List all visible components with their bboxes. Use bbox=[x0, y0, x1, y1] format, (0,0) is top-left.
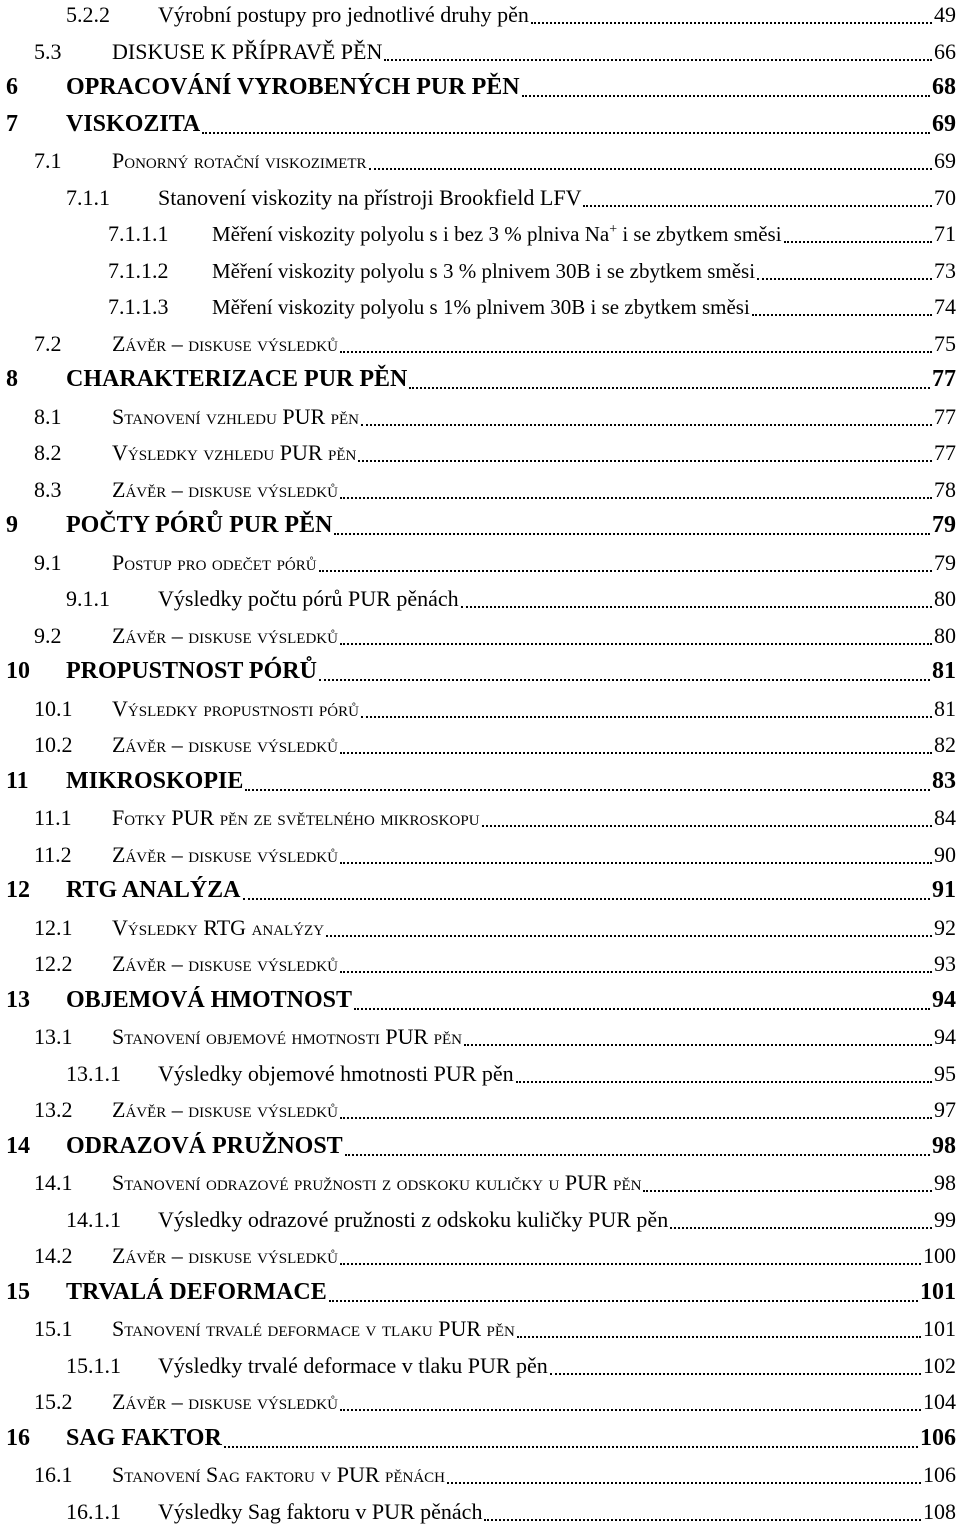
toc-entry[interactable] bbox=[0, 398, 958, 434]
toc-entry-page: 98 bbox=[934, 1170, 956, 1195]
toc-entry-number: 14.1.1 bbox=[66, 1206, 121, 1232]
toc-dot-leader bbox=[522, 95, 930, 97]
toc-entry[interactable] bbox=[0, 544, 958, 580]
toc-entry[interactable] bbox=[0, 1456, 958, 1492]
toc-entry[interactable] bbox=[0, 1201, 958, 1237]
toc-entry-page: 80 bbox=[934, 622, 956, 648]
toc-entry-number: 15.2 bbox=[34, 1389, 73, 1414]
toc-entry-number: 9.1 bbox=[34, 549, 62, 575]
toc-entry-number: 14.1 bbox=[34, 1170, 73, 1195]
toc-entry-number: 8.3 bbox=[34, 476, 62, 502]
toc-entry-title: Ponorný rotační viskozimetr bbox=[112, 148, 367, 173]
toc-entry-number: 7.1.1 bbox=[66, 184, 110, 210]
toc-entry[interactable] bbox=[0, 836, 958, 872]
toc-entry-number: 7.1.1.3 bbox=[108, 294, 169, 319]
toc-dot-leader bbox=[319, 570, 932, 572]
toc-entry-title: Závěr – diskuse výsledků bbox=[112, 841, 338, 867]
toc-entry-number: 15.1 bbox=[34, 1316, 73, 1341]
toc-dot-leader bbox=[643, 1190, 932, 1192]
toc-entry-page: 49 bbox=[934, 2, 956, 27]
toc-entry-number: 6 bbox=[6, 74, 18, 100]
toc-entry-page: 73 bbox=[934, 257, 956, 283]
toc-entry-title: Závěr – diskuse výsledků bbox=[112, 622, 338, 648]
toc-entry-page: 92 bbox=[934, 914, 956, 940]
toc-dot-leader bbox=[409, 387, 930, 389]
toc-entry-title: SAG FAKTOR bbox=[66, 1424, 222, 1451]
toc-dot-leader bbox=[243, 898, 930, 900]
toc-entry-number: 7.1.1.2 bbox=[108, 257, 169, 283]
toc-entry[interactable] bbox=[0, 215, 958, 251]
toc-entry-number: 13.2 bbox=[34, 1097, 73, 1122]
toc-entry[interactable] bbox=[0, 653, 958, 689]
toc-entry[interactable] bbox=[0, 1274, 958, 1310]
toc-dot-leader bbox=[340, 351, 932, 353]
toc-entry-page: 94 bbox=[934, 1024, 956, 1049]
toc-entry-title: Závěr – diskuse výsledků bbox=[112, 951, 338, 976]
toc-entry[interactable] bbox=[0, 325, 958, 361]
toc-entry[interactable] bbox=[0, 252, 958, 288]
toc-dot-leader bbox=[329, 1300, 918, 1302]
toc-entry-page: 69 bbox=[934, 148, 956, 173]
toc-dot-leader bbox=[384, 59, 932, 61]
toc-entry-title: Závěr – diskuse výsledků bbox=[112, 1389, 338, 1414]
toc-dot-leader bbox=[361, 716, 932, 718]
toc-dot-leader bbox=[447, 1482, 921, 1484]
toc-entry-page: 81 bbox=[934, 695, 956, 721]
toc-entry-page: 95 bbox=[934, 1060, 956, 1086]
toc-entry-number: 8.2 bbox=[34, 440, 62, 465]
toc-entry-number: 10.1 bbox=[34, 695, 73, 721]
toc-dot-leader bbox=[354, 1008, 930, 1010]
toc-entry-number: 9 bbox=[6, 512, 18, 538]
toc-entry-page: 69 bbox=[932, 110, 956, 137]
toc-entry[interactable] bbox=[0, 0, 958, 32]
toc-entry-title: Závěr – diskuse výsledků bbox=[112, 330, 338, 356]
toc-entry-title: Výsledky objemové hmotnosti PUR pěn bbox=[158, 1060, 514, 1086]
toc-entry-page: 83 bbox=[932, 767, 956, 794]
toc-entry-title: Stanovení vzhledu PUR pěn bbox=[112, 403, 359, 429]
toc-entry-number: 11.2 bbox=[34, 841, 72, 867]
toc-entry-number: 7.2 bbox=[34, 330, 62, 356]
toc-entry-page: 66 bbox=[934, 38, 956, 64]
toc-entry-title: Výsledky propustnosti pórů bbox=[112, 695, 359, 721]
toc-entry[interactable] bbox=[0, 763, 958, 799]
toc-dot-leader bbox=[245, 789, 930, 791]
toc-entry-title: PROPUSTNOST PÓRŮ bbox=[66, 658, 317, 684]
toc-entry-number: 10 bbox=[6, 658, 30, 684]
toc-entry-title: Výsledky RTG analýzy bbox=[112, 914, 325, 940]
toc-entry-title: Fotky PUR pěn ze světelného mikroskopu bbox=[112, 805, 480, 830]
toc-entry-page: 74 bbox=[934, 294, 956, 319]
toc-entry-title: RTG ANALÝZA bbox=[66, 877, 241, 903]
toc-entry-title: Stanovení trvalé deformace v tlaku PUR pěn bbox=[112, 1316, 515, 1341]
toc-dot-leader bbox=[345, 1154, 930, 1156]
toc-entry[interactable] bbox=[0, 726, 958, 762]
toc-entry-page: 82 bbox=[934, 732, 956, 757]
toc-dot-leader bbox=[319, 679, 930, 681]
toc-entry-number: 11.1 bbox=[34, 805, 72, 830]
toc-dot-leader bbox=[224, 1446, 918, 1448]
toc-entry-title: Výsledky počtu pórů PUR pěnách bbox=[158, 586, 459, 611]
toc-dot-leader bbox=[583, 205, 932, 207]
toc-entry-title: Měření viskozity polyolu s 1% plnivem 30B i se zbytkem směsi bbox=[212, 295, 750, 319]
toc-entry[interactable] bbox=[0, 1237, 958, 1273]
toc-entry-page: 97 bbox=[934, 1097, 956, 1122]
toc-dot-leader bbox=[340, 1263, 921, 1265]
toc-entry[interactable] bbox=[0, 142, 958, 178]
toc-entry-title: TRVALÁ DEFORMACE bbox=[66, 1278, 327, 1305]
toc-dot-leader bbox=[358, 460, 932, 462]
toc-entry-number: 5.2.2 bbox=[66, 2, 110, 27]
toc-entry-page: 75 bbox=[934, 330, 956, 356]
toc-entry-page: 71 bbox=[934, 221, 956, 246]
toc-dot-leader bbox=[326, 935, 932, 937]
toc-entry-number: 10.2 bbox=[34, 732, 73, 757]
toc-dot-leader bbox=[482, 825, 932, 827]
toc-entry-page: 79 bbox=[932, 512, 956, 538]
toc-entry[interactable] bbox=[0, 1493, 958, 1529]
toc-entry-title: Závěr – diskuse výsledků bbox=[112, 1243, 338, 1268]
toc-entry-page: 81 bbox=[932, 658, 956, 684]
toc-entry-page: 100 bbox=[923, 1243, 956, 1268]
toc-entry-page: 94 bbox=[932, 986, 956, 1013]
toc-entry-number: 7.1 bbox=[34, 148, 62, 173]
toc-entry[interactable] bbox=[0, 1091, 958, 1127]
toc-entry-page: 106 bbox=[920, 1424, 956, 1451]
toc-dot-leader bbox=[334, 533, 930, 535]
toc-dot-leader bbox=[340, 1117, 932, 1119]
toc-entry-title: MIKROSKOPIE bbox=[66, 767, 244, 794]
toc-entry-page: 106 bbox=[923, 1462, 956, 1487]
toc-entry-title: Závěr – diskuse výsledků bbox=[112, 732, 338, 757]
toc-entry[interactable] bbox=[0, 1164, 958, 1200]
toc-entry-title: Výrobní postupy pro jednotlivé druhy pěn bbox=[158, 2, 529, 27]
toc-entry-number: 16 bbox=[6, 1424, 30, 1451]
toc-entry-page: 77 bbox=[934, 440, 956, 465]
toc-entry-number: 7.1.1.1 bbox=[108, 221, 169, 246]
toc-entry-number: 8.1 bbox=[34, 403, 62, 429]
toc-entry-number: 12 bbox=[6, 877, 30, 903]
toc-entry-number: 9.2 bbox=[34, 622, 62, 648]
toc-dot-leader bbox=[484, 1519, 921, 1521]
toc-entry[interactable] bbox=[0, 69, 958, 105]
toc-entry-number: 8 bbox=[6, 366, 18, 392]
toc-entry-number: 12.1 bbox=[34, 914, 73, 940]
toc-entry-title: DISKUSE K PŘÍPRAVĚ PĚN bbox=[112, 38, 383, 64]
toc-entry-page: 79 bbox=[934, 549, 956, 575]
toc-entry-page: 70 bbox=[934, 184, 956, 210]
toc-entry-page: 98 bbox=[932, 1132, 956, 1159]
toc-entry-number: 14 bbox=[6, 1132, 30, 1159]
toc-entry[interactable] bbox=[0, 507, 958, 543]
toc-entry-title: CHARAKTERIZACE PUR PĚN bbox=[66, 366, 408, 392]
toc-entry-title: Výsledky trvalé deformace v tlaku PUR pěn bbox=[158, 1352, 548, 1378]
toc-entry[interactable] bbox=[0, 909, 958, 945]
toc-entry-page: 101 bbox=[920, 1278, 956, 1305]
toc-entry[interactable] bbox=[0, 690, 958, 726]
toc-entry-page: 91 bbox=[932, 877, 956, 903]
toc-entry-title: Stanovení objemové hmotnosti PUR pěn bbox=[112, 1024, 462, 1049]
toc-entry[interactable] bbox=[0, 179, 958, 215]
toc-entry-number: 7 bbox=[6, 110, 18, 137]
toc-dot-leader bbox=[670, 1227, 932, 1229]
toc-entry-title: Závěr – diskuse výsledků bbox=[112, 1097, 338, 1122]
toc-entry[interactable] bbox=[0, 434, 958, 470]
toc-dot-leader bbox=[361, 424, 932, 426]
toc-entry-title: VISKOZITA bbox=[66, 110, 201, 137]
toc-entry-number: 9.1.1 bbox=[66, 586, 110, 611]
toc-entry-page: 101 bbox=[923, 1316, 956, 1341]
toc-entry-title: Stanovení Sag faktoru v PUR pěnách bbox=[112, 1462, 446, 1487]
toc-dot-leader bbox=[550, 1373, 921, 1375]
toc-entry-title: Postup pro odečet pórů bbox=[112, 549, 317, 575]
toc-entry-page: 78 bbox=[934, 476, 956, 502]
toc-dot-leader bbox=[784, 241, 932, 243]
toc-entry-page: 99 bbox=[934, 1206, 956, 1232]
toc-entry[interactable] bbox=[0, 580, 958, 616]
toc-entry[interactable] bbox=[0, 361, 958, 397]
toc-entry[interactable] bbox=[0, 1347, 958, 1383]
toc-dot-leader bbox=[340, 643, 932, 645]
toc-entry-title: OBJEMOVÁ HMOTNOST bbox=[66, 986, 353, 1013]
toc-entry-number: 16.1.1 bbox=[66, 1498, 121, 1524]
toc-entry-number: 15 bbox=[6, 1278, 30, 1305]
toc-entry-title: Výsledky odrazové pružnosti z odskoku kuličky PUR pěn bbox=[158, 1206, 669, 1232]
toc-entry-page: 93 bbox=[934, 951, 956, 976]
toc-entry[interactable] bbox=[0, 945, 958, 981]
toc-entry-page: 102 bbox=[923, 1352, 956, 1378]
toc-dot-leader bbox=[464, 1044, 932, 1046]
toc-entry-title: Měření viskozity polyolu s i bez 3 % plniva Na+ i se zbytkem směsi bbox=[212, 222, 782, 246]
toc-dot-leader bbox=[340, 752, 932, 754]
toc-dot-leader bbox=[340, 862, 932, 864]
toc-entry[interactable] bbox=[0, 872, 958, 908]
toc-entry-title: Stanovení viskozity na přístroji Brookfield LFV bbox=[158, 184, 582, 210]
toc-entry-number: 11 bbox=[6, 767, 29, 794]
toc-entry-page: 84 bbox=[934, 805, 956, 830]
toc-dot-leader bbox=[369, 168, 932, 170]
toc-entry-title: Výsledky Sag faktoru v PUR pěnách bbox=[158, 1498, 483, 1524]
toc-entry-page: 77 bbox=[932, 366, 956, 392]
toc-entry-page: 77 bbox=[934, 403, 956, 429]
toc-dot-leader bbox=[752, 314, 932, 316]
toc-entry[interactable] bbox=[0, 1383, 958, 1419]
toc-entry[interactable] bbox=[0, 33, 958, 69]
toc-entry-page: 108 bbox=[923, 1498, 956, 1524]
toc-entry[interactable] bbox=[0, 617, 958, 653]
toc-entry-title: POČTY PÓRŮ PUR PĚN bbox=[66, 512, 333, 538]
toc-entry[interactable] bbox=[0, 1018, 958, 1054]
toc-entry[interactable] bbox=[0, 1128, 958, 1164]
toc-dot-leader bbox=[517, 1336, 921, 1338]
toc-dot-leader bbox=[461, 606, 932, 608]
toc-entry-title: ODRAZOVÁ PRUŽNOST bbox=[66, 1132, 343, 1159]
toc-dot-leader bbox=[340, 1409, 921, 1411]
toc-entry-page: 80 bbox=[934, 586, 956, 611]
toc-entry-number: 13 bbox=[6, 986, 30, 1013]
toc-entry-page: 68 bbox=[932, 74, 956, 100]
toc-entry-number: 16.1 bbox=[34, 1462, 73, 1487]
toc-entry-title: Závěr – diskuse výsledků bbox=[112, 476, 338, 502]
toc-entry-number: 14.2 bbox=[34, 1243, 73, 1268]
toc-entry-title: Měření viskozity polyolu s 3 % plnivem 30B i se zbytkem směsi bbox=[212, 258, 756, 283]
toc-dot-leader bbox=[516, 1081, 932, 1083]
toc-entry-title: Stanovení odrazové pružnosti z odskoku kuličky u PUR pěn bbox=[112, 1170, 642, 1195]
toc-dot-leader bbox=[531, 22, 932, 24]
toc-entry-number: 13.1.1 bbox=[66, 1060, 121, 1086]
toc-entry[interactable] bbox=[0, 106, 958, 142]
toc-dot-leader bbox=[340, 497, 932, 499]
toc-entry[interactable] bbox=[0, 288, 958, 324]
toc-entry[interactable] bbox=[0, 1055, 958, 1091]
toc-entry[interactable] bbox=[0, 471, 958, 507]
toc-entry-number: 13.1 bbox=[34, 1024, 73, 1049]
toc-entry[interactable] bbox=[0, 1310, 958, 1346]
toc-entry-page: 104 bbox=[923, 1389, 956, 1414]
toc-entry-title: OPRACOVÁNÍ VYROBENÝCH PUR PĚN bbox=[66, 74, 520, 100]
toc-entry-page: 90 bbox=[934, 841, 956, 867]
toc-entry[interactable] bbox=[0, 982, 958, 1018]
toc-dot-leader bbox=[757, 278, 932, 280]
toc-entry-number: 5.3 bbox=[34, 38, 62, 64]
toc-dot-leader bbox=[202, 132, 930, 134]
toc-entry[interactable] bbox=[0, 799, 958, 835]
toc-entry[interactable] bbox=[0, 1420, 958, 1456]
toc-entry-number: 12.2 bbox=[34, 951, 73, 976]
toc-entry-title: Výsledky vzhledu PUR pěn bbox=[112, 440, 357, 465]
toc-dot-leader bbox=[340, 971, 932, 973]
toc-entry-number: 15.1.1 bbox=[66, 1352, 121, 1378]
